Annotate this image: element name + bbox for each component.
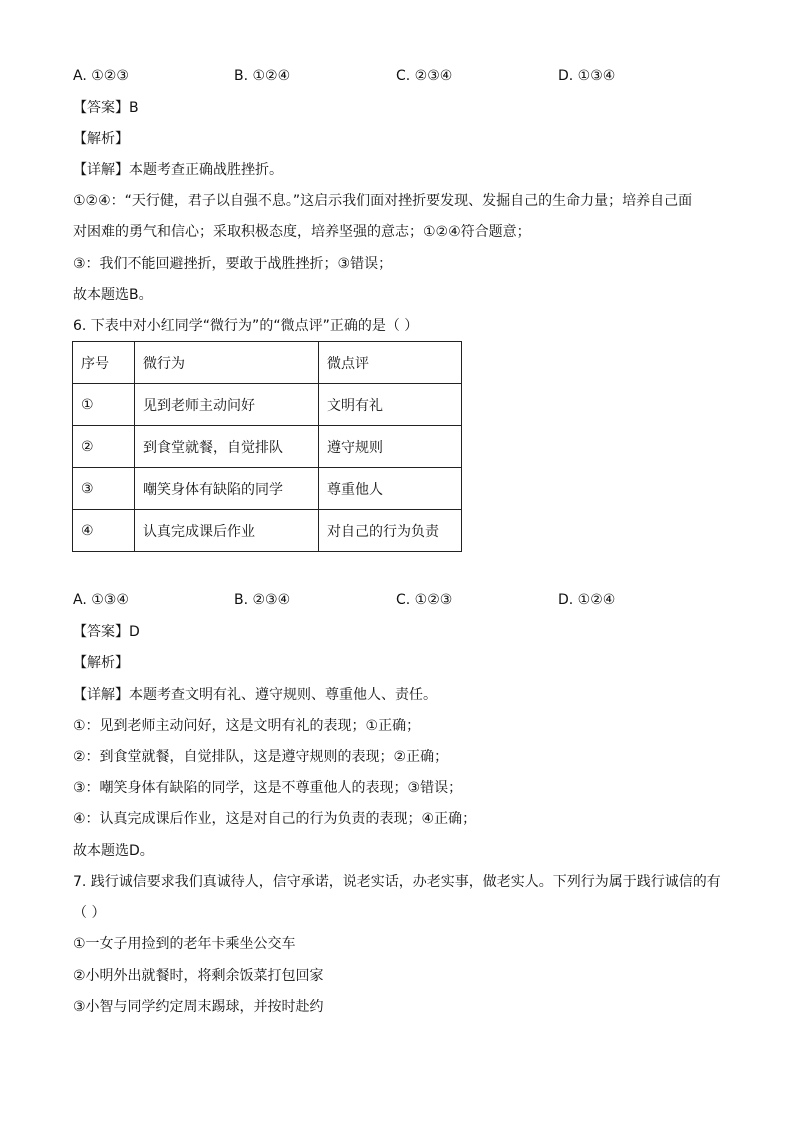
q6-detail: 【详解】本题考查文明有礼、遵守规则、尊重他人、责任。	[73, 687, 437, 703]
table-cell: 见到老师主动问好	[135, 384, 319, 426]
q6-option-b: B. ②③④	[234, 592, 291, 608]
q6-stem: 6. 下表中对小红同学“微行为”的“微点评”正确的是（ ）	[73, 318, 419, 334]
table-header-cell: 序号	[73, 342, 135, 384]
table-row	[73, 510, 462, 552]
q5-analysis-tag: 【解析】	[73, 131, 129, 147]
table-cell: 文明有礼	[319, 384, 462, 426]
q6-analysis-tag: 【解析】	[73, 655, 129, 671]
q5-option-a: A. ①②③	[73, 68, 129, 84]
q6-answer: 【答案】D	[73, 624, 140, 640]
q5-conclusion: 故本题选B。	[73, 287, 153, 303]
q5-explain-line-2: 对困难的勇气和信心；采取积极态度，培养坚强的意志；①②④符合题意；	[73, 224, 531, 240]
q5-explain-line-1: ①②④：“天行健，君子以自强不息。”这启示我们面对挫折要发现、发掘自己的生命力量；培养自己面	[73, 193, 693, 209]
q7-answer-blank: （ ）	[73, 905, 106, 921]
table-cell: 尊重他人	[319, 468, 462, 510]
q6-explain-line-1: ①：见到老师主动问好，这是文明有礼的表现；①正确；	[73, 718, 421, 734]
table-row	[73, 384, 462, 426]
q5-options	[73, 66, 713, 86]
q5-option-c: C. ②③④	[396, 68, 453, 84]
q6-option-a: A. ①③④	[73, 592, 129, 608]
q7-item-3: ③小智与同学约定周末踢球，并按时赴约	[73, 999, 324, 1015]
q5-explain-line-3: ③：我们不能回避挫折，要敢于战胜挫折；③错误；	[73, 256, 393, 272]
table-cell: 对自己的行为负责	[319, 510, 462, 552]
q5-option-b: B. ①②④	[234, 68, 291, 84]
q6-option-d: D. ①②④	[558, 592, 616, 608]
table-cell: ④	[73, 510, 135, 552]
q6-explain-line-3: ③：嘲笑身体有缺陷的同学，这是不尊重他人的表现；③错误；	[73, 780, 463, 796]
table-cell: 嘲笑身体有缺陷的同学	[135, 468, 319, 510]
q7-item-1: ①一女子用捡到的老年卡乘坐公交车	[73, 936, 296, 952]
q6-explain-line-4: ④：认真完成课后作业，这是对自己的行为负责的表现；④正确；	[73, 811, 477, 827]
table-cell: 到食堂就餐，自觉排队	[135, 426, 319, 468]
table-row	[73, 468, 462, 510]
q7-item-2: ②小明外出就餐时，将剩余饭菜打包回家	[73, 968, 324, 984]
table-header-cell: 微点评	[319, 342, 462, 384]
q6-options	[73, 590, 713, 610]
q5-option-d: D. ①③④	[558, 68, 616, 84]
q6-explain-line-2: ②：到食堂就餐，自觉排队，这是遵守规则的表现；②正确；	[73, 749, 449, 765]
table-row	[73, 426, 462, 468]
q5-detail: 【详解】本题考查正确战胜挫折。	[73, 162, 283, 178]
table-cell: ②	[73, 426, 135, 468]
table-cell: ③	[73, 468, 135, 510]
table-cell: 认真完成课后作业	[135, 510, 319, 552]
q6-conclusion: 故本题选D。	[73, 843, 154, 859]
q7-stem: 7. 践行诚信要求我们真诚待人，信守承诺，说老实话，办老实事，做老实人。下列行为属于践行诚信的有	[73, 874, 721, 890]
q6-option-c: C. ①②③	[396, 592, 453, 608]
q5-answer: 【答案】B	[73, 100, 139, 116]
table-header-row	[73, 342, 462, 384]
q6-table	[72, 341, 462, 552]
table-cell: 遵守规则	[319, 426, 462, 468]
table-header-cell: 微行为	[135, 342, 319, 384]
table-cell: ①	[73, 384, 135, 426]
